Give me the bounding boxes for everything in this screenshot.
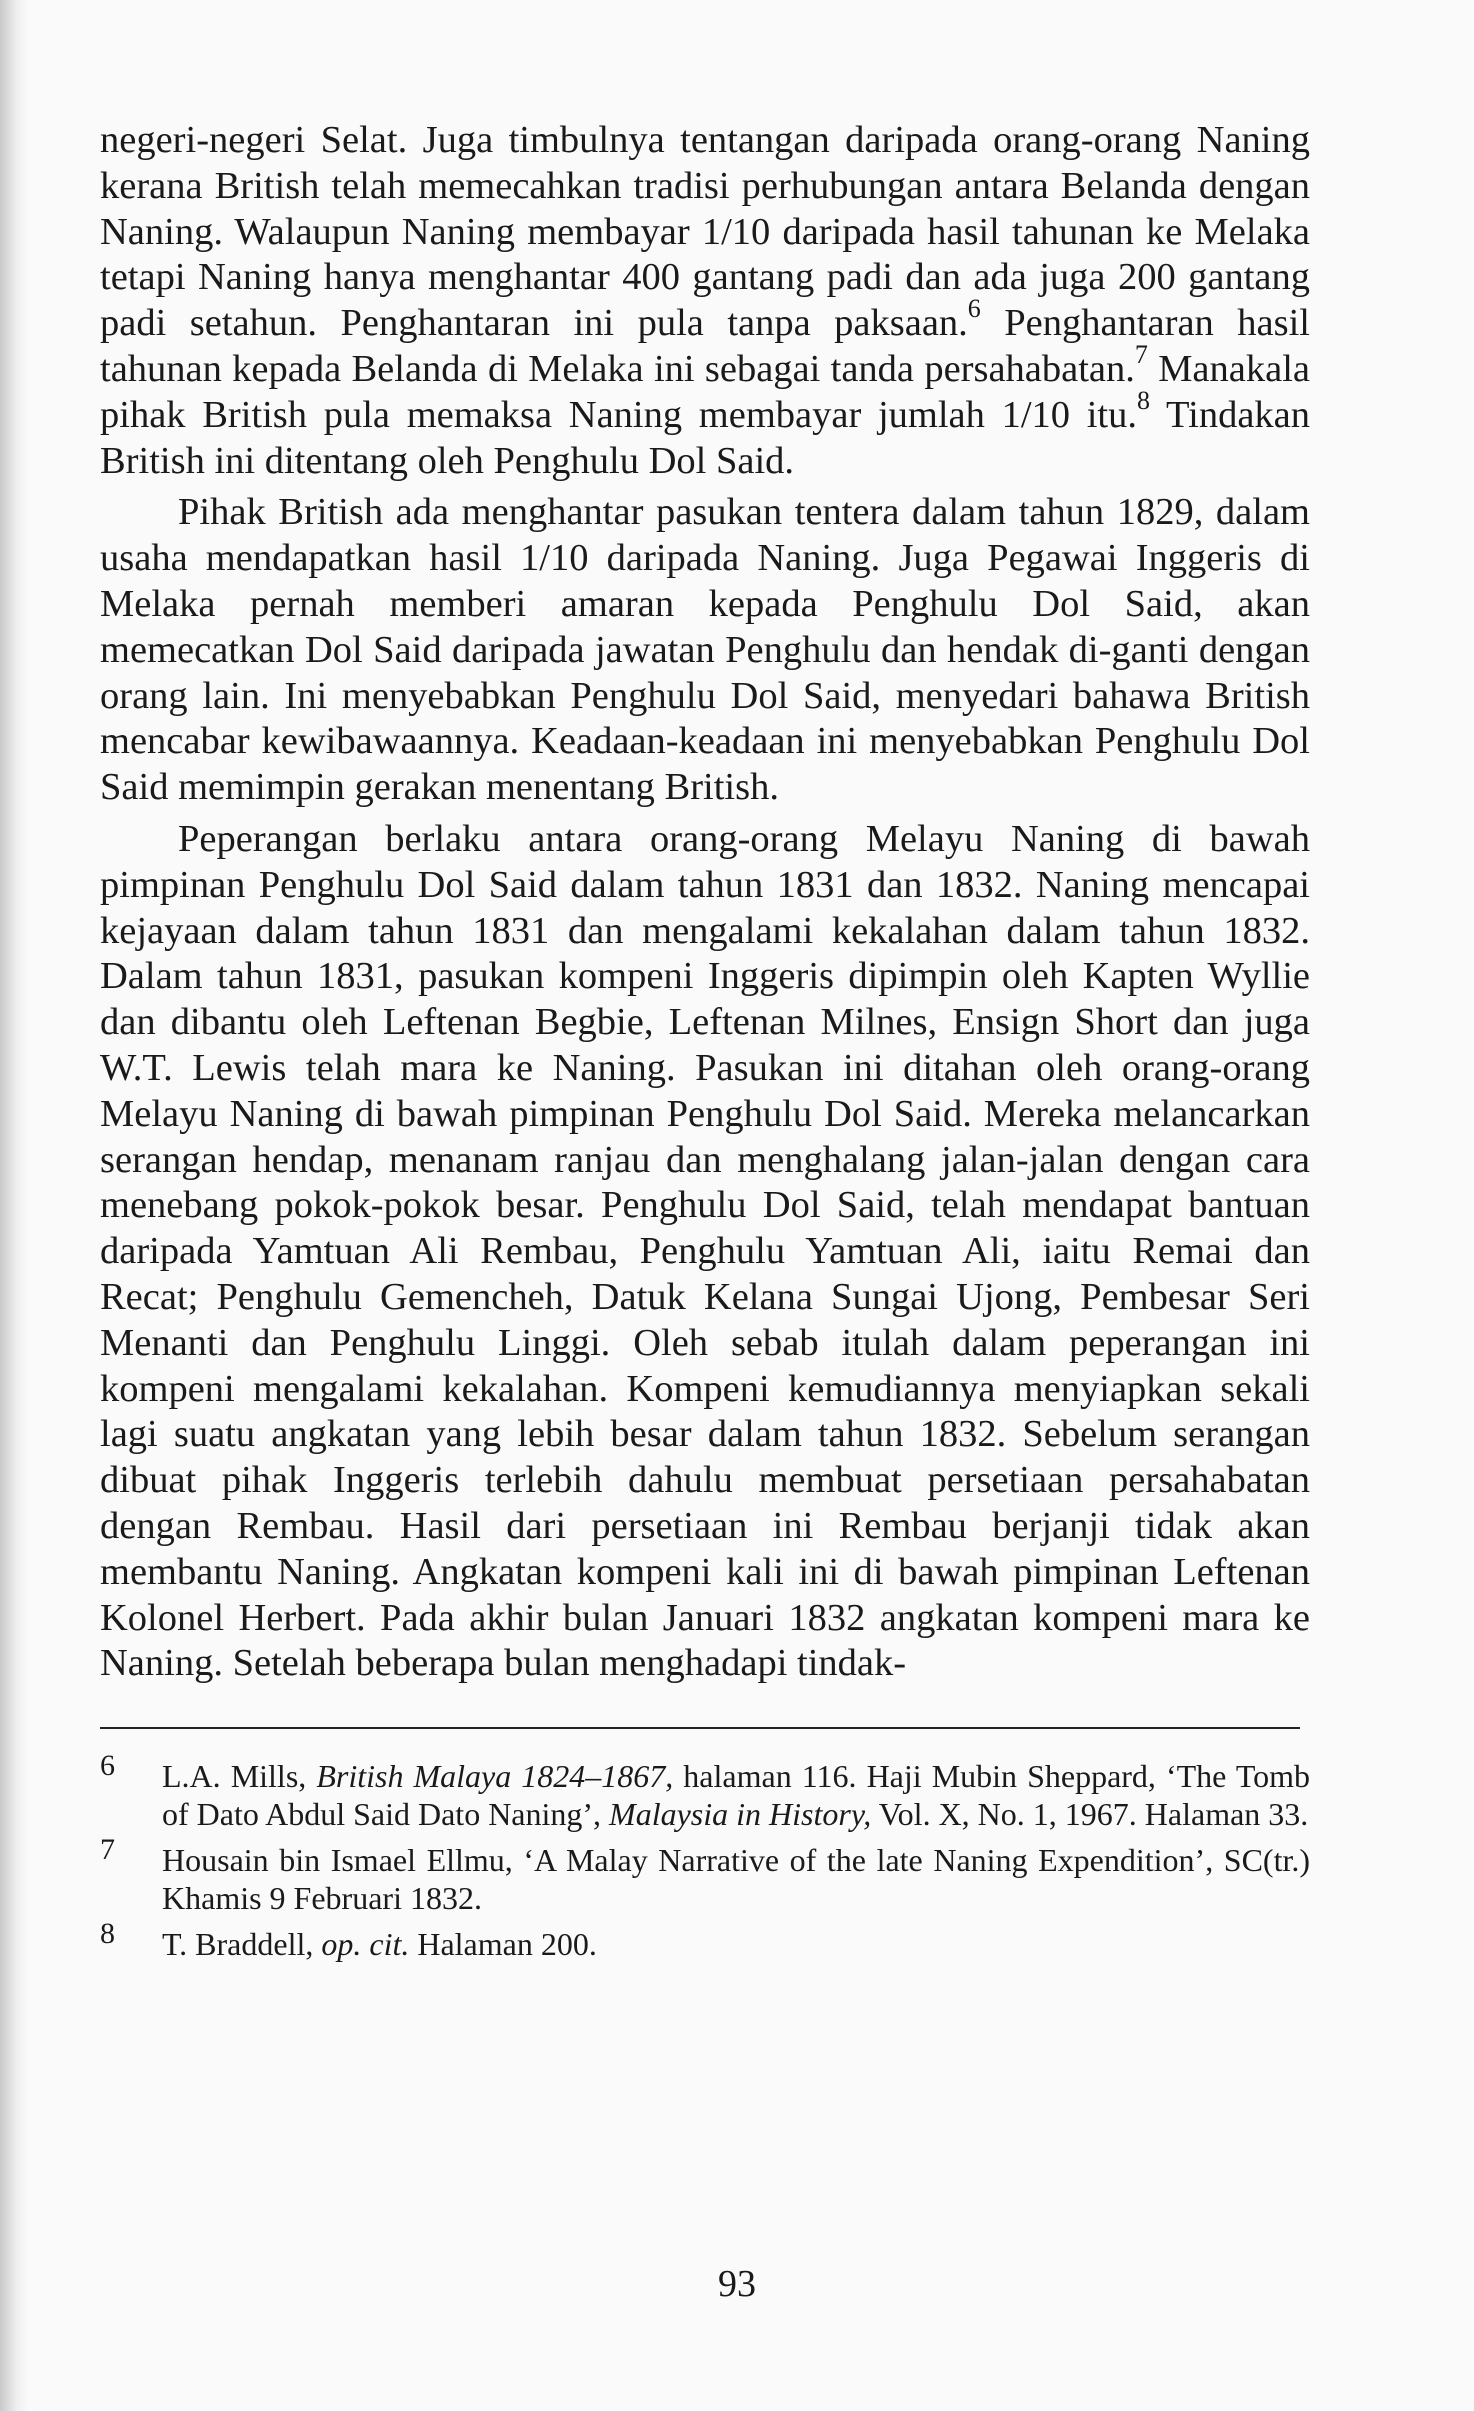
footnote-text: [162, 1926, 597, 1962]
text-run: Peperangan berlaku antara orang-orang Melayu Naning di bawah pimpinan Penghulu Dol Said dalam tahun 1831 dan 1832. Naning mencapai kejayaan dalam tahun 1831 dan mengalami kekalahan dalam tahun 1832. Dalam tahun 1831, pasukan kompeni Inggeris dipimpin oleh Kapten Wyllie dan dibantu oleh Leftenan Begbie, Leftenan Milnes, Ensign Short dan juga W.T. Lewis telah mara ke Naning. Pasukan ini ditahan oleh orang-orang Melayu Naning di bawah pimpinan Penghulu Dol Said. Mereka melancarkan serangan hendap, menanam ranjau dan menghalang jalan-jalan dengan cara menebang pokok-pokok besar. Penghulu Dol Said, telah mendapat bantuan daripada Yamtuan Ali Rembau, Penghulu Yamtuan Ali, iaitu Remai dan Recat; Penghulu Gemencheh, Datuk Kelana Sungai Ujong, Pembesar Seri Menanti dan Penghulu Linggi. Oleh sebab itulah dalam peperangan ini kompeni mengalami kekalahan. Kompeni kemudiannya menyiapkan sekali lagi suatu angkatan yang lebih besar dalam tahun 1832. Sebelum serangan dibuat pihak Inggeris terlebih dahulu membuat persetiaan persahabatan dengan Rembau. Hasil dari persetiaan ini Rembau berjanji tidak akan membantu Naning. Angkatan kompeni kali ini di bawah pimpinan Leftenan Kolonel Herbert. Pada akhir bulan Januari 1832 angkatan kompeni mara ke Naning. Setelah beberapa bulan menghadapi tindak-: [100, 817, 1310, 1685]
text-run: Housain bin Ismael Ellmu, ‘A Malay Narrative of the late Naning Expendition’, SC(tr.) Khamis 9 Februari 1832.: [162, 1842, 1310, 1917]
footnote-divider: [100, 1727, 1300, 1729]
footnote-number: 8: [100, 1917, 115, 1951]
footnote: [100, 1749, 1311, 1833]
text-run: Pihak British ada menghantar pasukan tentera dalam tahun 1829, dalam usaha mendapatkan hasil 1/10 daripada Naning. Juga Pegawai Inggeris di Melaka pernah memberi amaran kepada Penghulu Dol Said, akan memecatkan Dol Said daripada jawatan Penghulu dan hendak di-ganti dengan orang lain. Ini menyebabkan Penghulu Dol Said, menyedari bahawa British mencabar kewibawaannya. Keadaan-keadaan ini menyebabkan Penghulu Dol Said memimpin gerakan menentang British.: [100, 491, 1310, 809]
italic-title: op. cit.: [321, 1926, 410, 1963]
footnote: [100, 1833, 1310, 1917]
footnote-number: 6: [100, 1749, 115, 1783]
paragraph: [100, 490, 1310, 811]
text-run: Tindakan British ini ditentang oleh Penghulu Dol Said.: [100, 393, 1310, 482]
page-edge-shadow: [0, 0, 28, 2411]
text-run: negeri-negeri Selat. Juga timbulnya tentangan daripada orang-orang Naning kerana British telah memecahkan tradisi perhubungan antara Belanda dengan Naning. Walaupun Naning membayar 1/10 daripada hasil tahunan ke Melaka tetapi Naning hanya menghantar 400 gantang padi dan ada juga 200 gantang padi setahun. Penghantaran ini pula tanpa paksaan.: [100, 119, 1310, 345]
paragraph: [100, 118, 1310, 484]
footnote-text: [162, 1842, 1310, 1916]
text-run: Halaman 200.: [409, 1926, 597, 1963]
italic-title: Malaysia in History,: [609, 1796, 872, 1833]
footnotes: [100, 1749, 1311, 1963]
footnote-ref: 7: [1134, 340, 1148, 370]
footnote-number: 7: [100, 1833, 115, 1867]
page-number: 93: [718, 2263, 756, 2305]
footnote: [100, 1917, 1310, 1963]
italic-title: British Malaya 1824–1867,: [316, 1758, 674, 1795]
footnote-ref: 6: [967, 294, 981, 324]
footnote-ref: 8: [1136, 385, 1150, 415]
text-run: Vol. X, No. 1, 1967. Halaman 33.: [871, 1796, 1309, 1833]
footnote-text: [162, 1758, 1310, 1832]
paragraph: [100, 817, 1310, 1687]
book-page: [100, 118, 1310, 1971]
text-run: Manakala pihak British pula memaksa Naning membayar jumlah 1/10 itu.: [100, 347, 1310, 436]
text-run: halaman 116. Haji Mubin Sheppard, ‘The Tomb of Dato Abdul Said Dato Naning’,: [162, 1758, 1311, 1833]
body-text: [100, 118, 1310, 1687]
text-run: T. Braddell,: [162, 1926, 322, 1963]
text-run: L.A. Mills,: [162, 1758, 317, 1795]
text-run: Penghantaran hasil tahunan kepada Belanda di Melaka ini sebagai tanda persahabatan.: [100, 302, 1310, 390]
